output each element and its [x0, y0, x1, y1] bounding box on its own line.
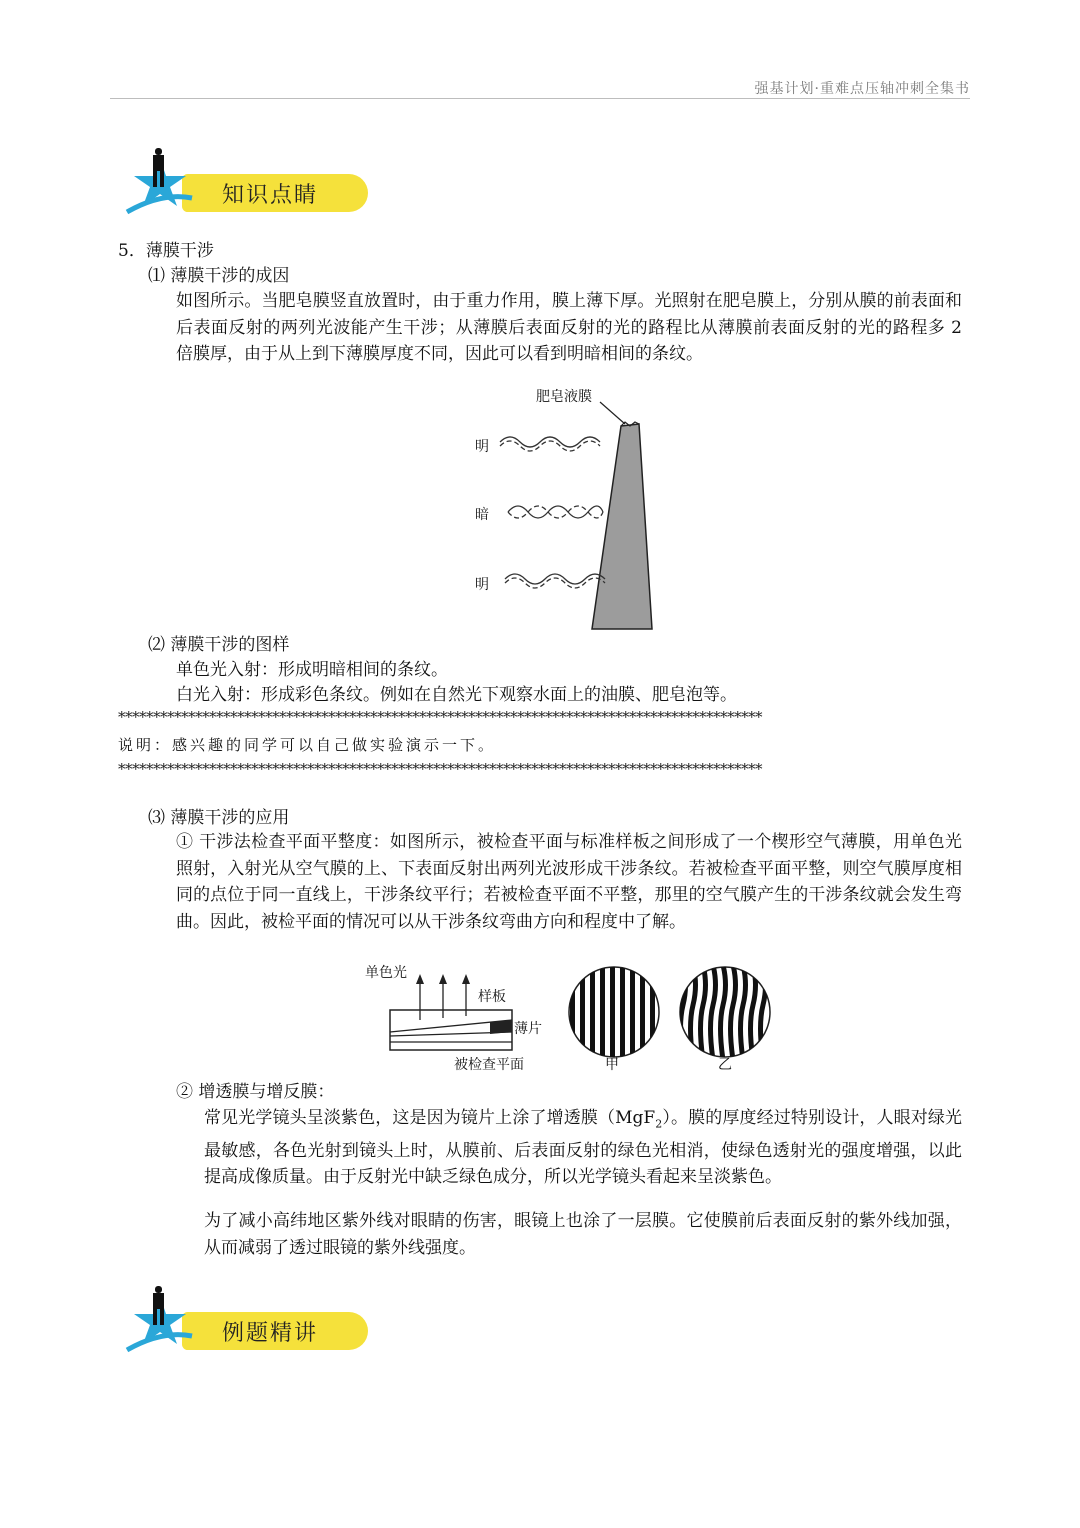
soap-film-figure: [470, 384, 690, 634]
section-heading: 5．薄膜干涉: [118, 241, 214, 261]
film-label: 肥皂液膜: [536, 389, 592, 405]
header-title: 强基计划·重难点压轴冲刺全集书: [754, 81, 970, 97]
mgf-text: MgF: [615, 1108, 656, 1128]
sample-label: 样板: [478, 989, 506, 1005]
app2-p1-part-a: 常见光学镜头呈淡紫色，这是因为镜片上涂了增透膜（: [204, 1108, 616, 1128]
app2-p1-part-b: ）。膜的厚度经过特别设计，人眼对绿光最敏感，各色光射到镜头上时，从膜前、后表面反射的绿色光相消，使绿色透射光的强度增强，以此提高成像质量。由于反射光中缺乏绿色成分，所以光学镜头看起来呈淡紫色。: [204, 1108, 963, 1188]
subsection-2-line1: 单色光入射：形成明暗相间的条纹。: [176, 660, 448, 680]
thin-sheet-label: 薄片: [514, 1021, 542, 1037]
subsection-2-title: ⑵ 薄膜干涉的图样: [148, 635, 290, 655]
bright-label-bottom: 明: [475, 577, 489, 593]
application-2-paragraph-2: 为了减小高纬地区紫外线对眼睛的伤害，眼镜上也涂了一层膜。它使膜前后表面反射的紫外线加强，从而减弱了透过眼镜的紫外线强度。: [204, 1211, 962, 1258]
checked-surface-label: 被检查平面: [454, 1057, 524, 1073]
banner-examples: [122, 1278, 372, 1358]
star-divider-bottom: ********************************************************************************************: [118, 760, 762, 778]
note-text: 说明：感兴趣的同学可以自己做实验演示一下。: [118, 736, 497, 754]
application-2-title: ② 增透膜与增反膜：: [176, 1082, 335, 1102]
mgf-subscript: 2: [655, 1117, 663, 1131]
flatness-test-figure: [350, 960, 780, 1075]
header-rule: [110, 98, 970, 99]
subsection-2-line2: 白光入射：形成彩色条纹。例如在自然光下观察水面上的油膜、肥皂泡等。: [176, 685, 737, 705]
mgf2-formula: [615, 1108, 663, 1131]
banner-title: 例题精讲: [222, 1321, 319, 1346]
yi-label: 乙: [718, 1057, 732, 1073]
star-divider-top: ********************************************************************************************: [118, 708, 762, 726]
star-person-icon: [122, 140, 232, 220]
subsection-3-title: ⑶ 薄膜干涉的应用: [148, 808, 290, 828]
application-1-title: ① 干涉法检查平面平整度：: [176, 832, 390, 852]
application-1: [176, 829, 962, 935]
banner-title: 知识点睛: [222, 183, 319, 208]
star-person-icon: [122, 1278, 232, 1358]
bright-label-top: 明: [475, 439, 489, 455]
application-1-text: 如图所示，被检查平面与标准样板之间形成了一个楔形空气薄膜，用单色光照射，入射光从空气膜的上、下表面反射出两列光波形成干涉条纹。若被检查平面平整，则空气膜厚度相同的点位于同一直线上，干涉条纹平行；若被检查平面不平整，那里的空气膜产生的干涉条纹就会发生弯曲。因此，被检平面的情况可以从干涉条纹弯曲方向和程度中了解。: [176, 832, 963, 932]
jia-label: 甲: [605, 1057, 619, 1073]
dark-label: 暗: [475, 507, 489, 523]
application-2-paragraph-1: [204, 1105, 962, 1191]
mono-light-label: 单色光: [365, 965, 407, 981]
subsection-1-text: 如图所示。当肥皂膜竖直放置时，由于重力作用，膜上薄下厚。光照射在肥皂膜上，分别从膜的前表面和后表面反射的两列光波能产生干涉；从薄膜后表面反射的光的路程比从薄膜前表面反射的光的路程多 2 倍膜厚，由于从上到下薄膜厚度不同，因此可以看到明暗相间的条纹。: [176, 291, 962, 364]
subsection-1-title: ⑴ 薄膜干涉的成因: [148, 266, 290, 286]
banner-knowledge: [122, 140, 372, 220]
